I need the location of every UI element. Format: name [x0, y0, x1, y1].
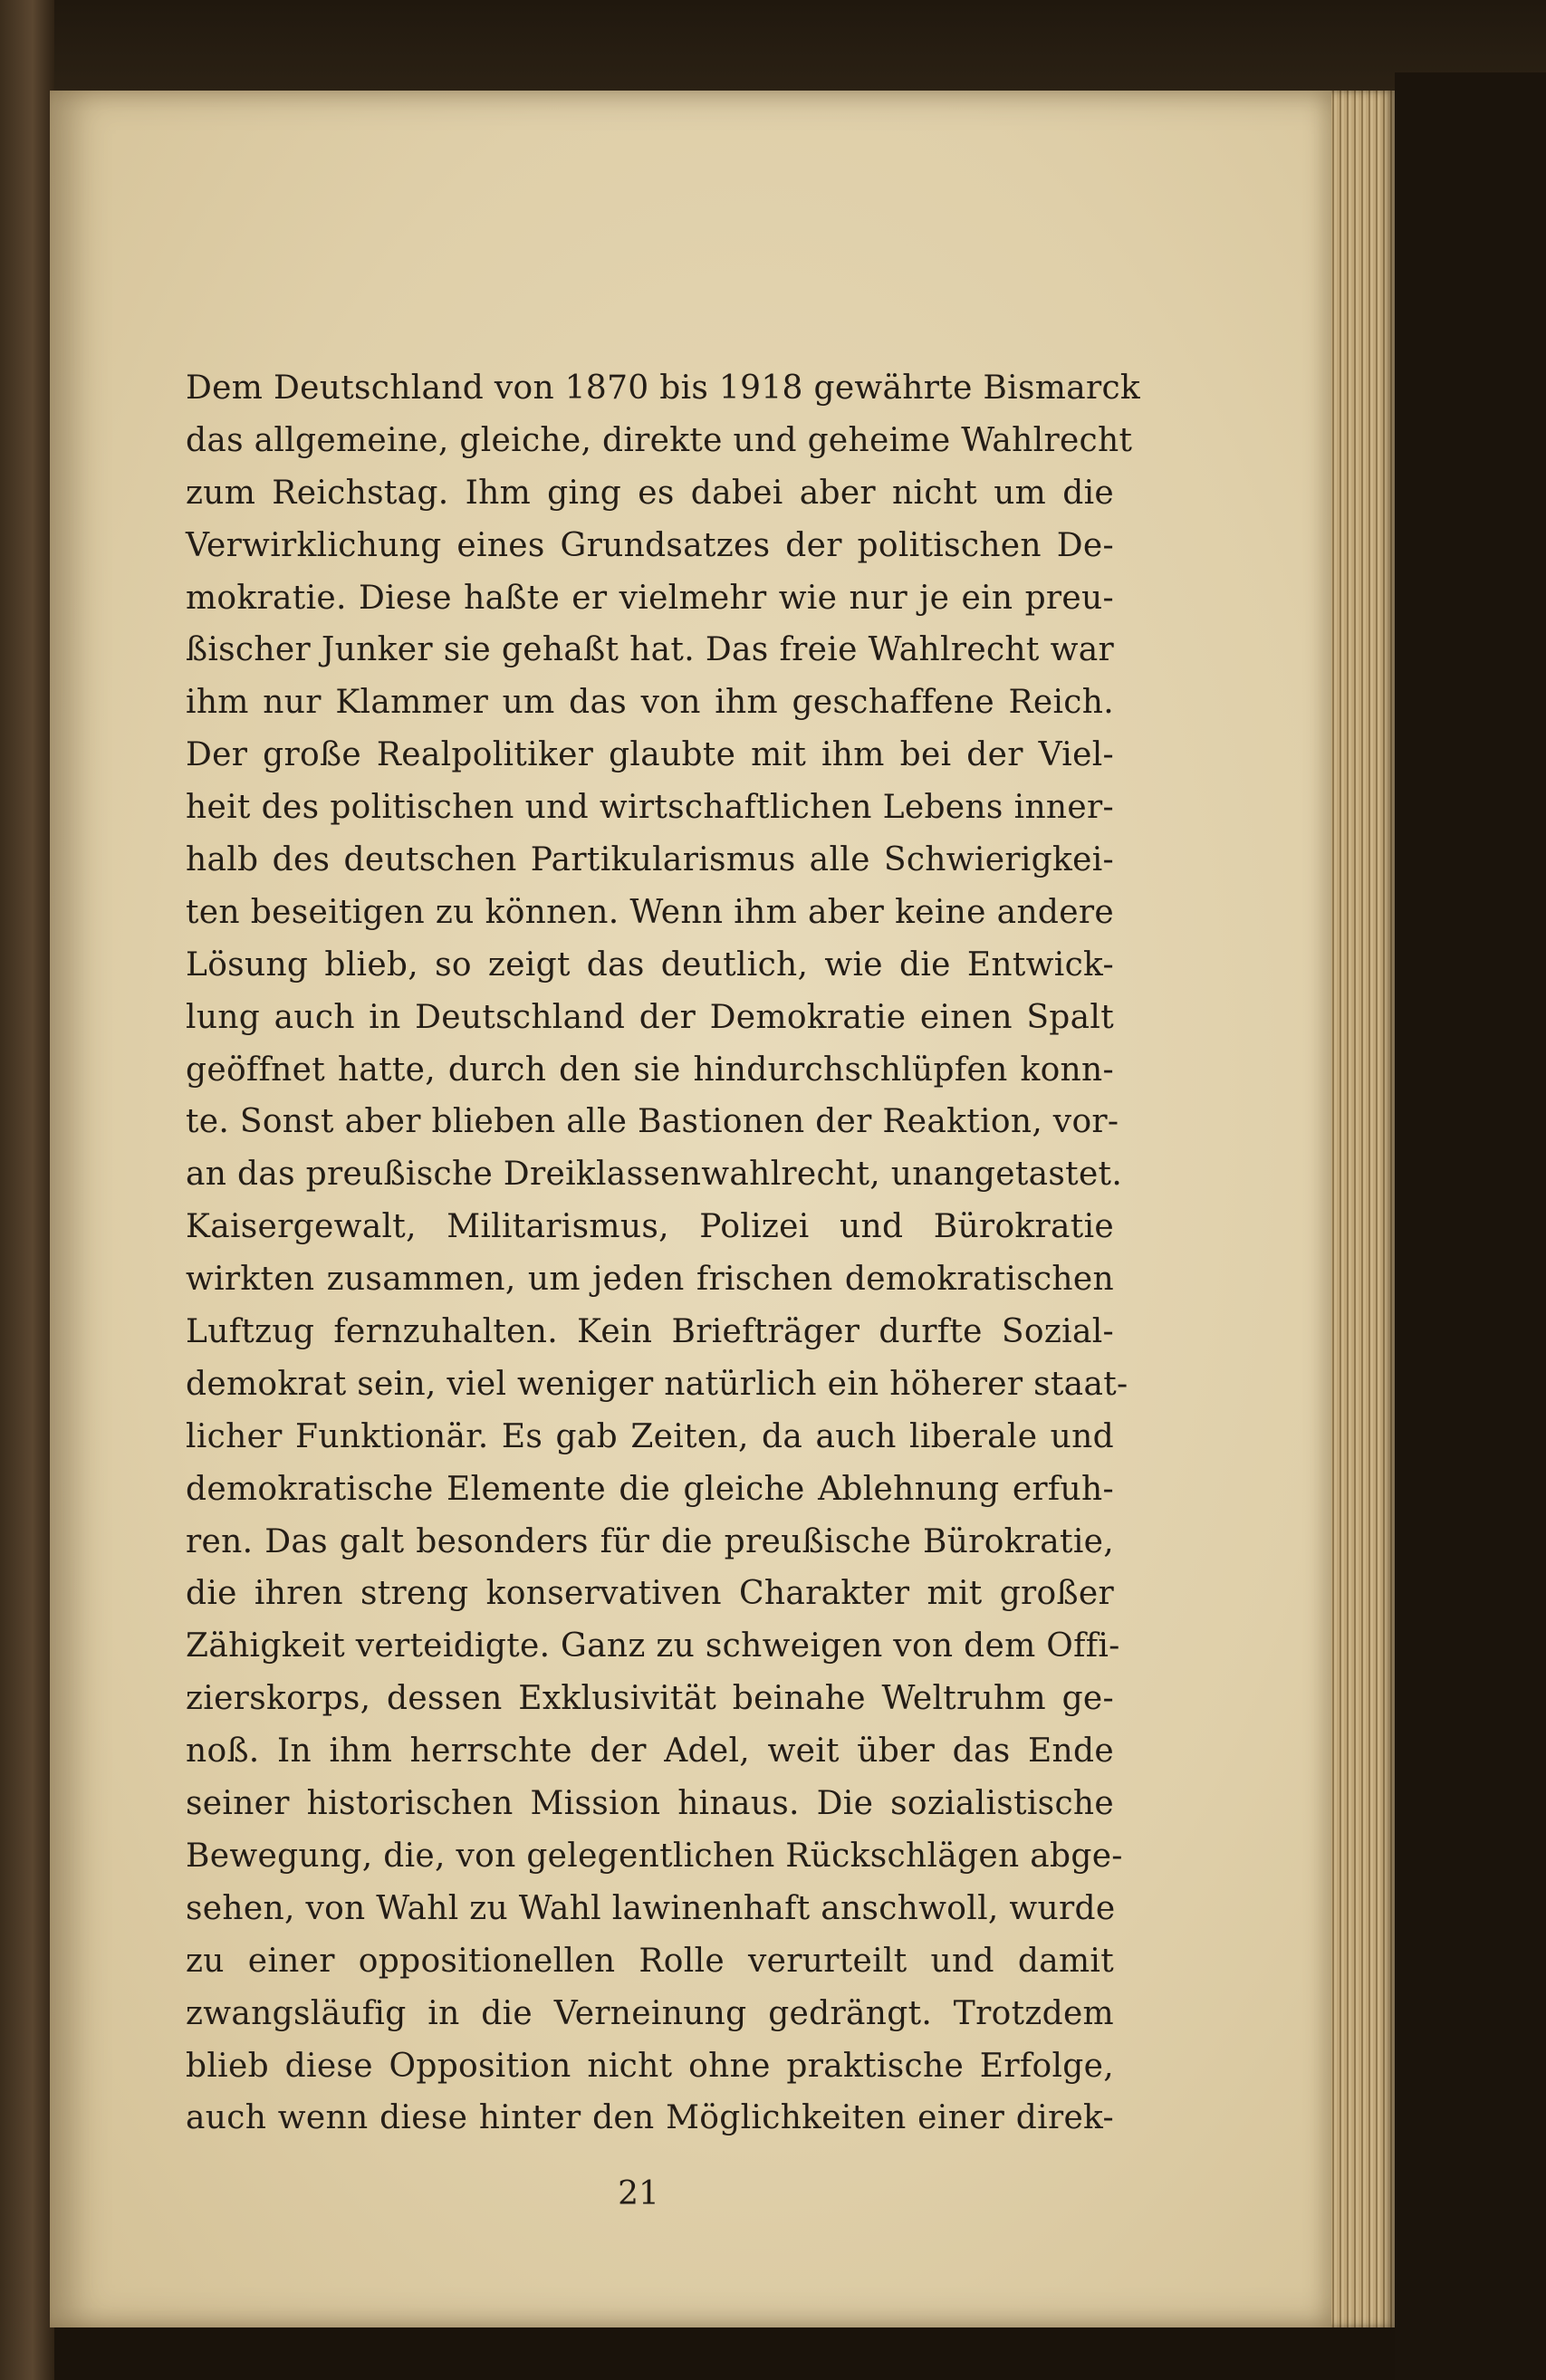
text-line: demokrat sein, viel weniger natürlich ein höherer staat- — [186, 1365, 1128, 1403]
text-line: ren. Das galt besonders für die preußische Bürokratie, — [186, 1522, 1114, 1560]
text-line: mokratie. Diese haßte er vielmehr wie nur je ein preu- — [186, 579, 1114, 617]
book-spine-left — [0, 0, 54, 2380]
text-line: lung auch in Deutschland der Demokratie einen Spalt — [186, 998, 1114, 1036]
text-line: Zähigkeit verteidigte. Ganz zu schweigen von dem Offi- — [186, 1627, 1120, 1665]
text-line: Dem Deutschland von 1870 bis 1918 gewährte Bismarck — [186, 369, 1141, 407]
text-line: ten beseitigen zu können. Wenn ihm aber keine andere — [186, 893, 1114, 931]
text-line: zu einer oppositionellen Rolle verurteilt und damit — [186, 1942, 1114, 1980]
text-line: Bewegung, die, von gelegentlichen Rückschlägen abge- — [186, 1837, 1123, 1875]
text-line: Der große Realpolitiker glaubte mit ihm bei der Viel- — [186, 736, 1114, 774]
book-page — [50, 91, 1331, 2327]
text-line: zum Reichstag. Ihm ging es dabei aber nicht um die — [186, 474, 1114, 512]
text-line: blieb diese Opposition nicht ohne praktische Erfolge, — [186, 2047, 1114, 2085]
text-line: Verwirklichung eines Grundsatzes der politischen De- — [186, 526, 1114, 564]
text-line: te. Sonst aber blieben alle Bastionen der Reaktion, vor- — [186, 1103, 1119, 1141]
text-line: wirkten zusammen, um jeden frischen demokratischen — [186, 1261, 1114, 1299]
text-line: licher Funktionär. Es gab Zeiten, da auch liberale und — [186, 1417, 1114, 1455]
text-line: auch wenn diese hinter den Möglichkeiten einer direk- — [186, 2099, 1114, 2137]
text-line: seiner historischen Mission hinaus. Die sozialistische — [186, 1785, 1114, 1823]
page-number: 21 — [618, 2175, 659, 2212]
text-line: heit des politischen und wirtschaftlichen Lebens inner- — [186, 789, 1114, 827]
page-stack-edge — [1322, 91, 1395, 2327]
text-line: Lösung blieb, so zeigt das deutlich, wie die Entwick- — [186, 945, 1114, 984]
book-cover-right — [1395, 72, 1546, 2380]
text-line: zierskorps, dessen Exklusivität beinahe Weltruhm ge- — [186, 1680, 1114, 1718]
text-line: ßischer Junker sie gehaßt hat. Das freie Wahlrecht war — [186, 631, 1114, 669]
text-line: die ihren streng konservativen Charakter mit großer — [186, 1575, 1114, 1613]
body-text — [186, 362, 1141, 2145]
text-line: geöffnet hatte, durch den sie hindurchschlüpfen konn- — [186, 1051, 1114, 1089]
text-line: demokratische Elemente die gleiche Ablehnung erfuh- — [186, 1470, 1114, 1508]
text-line: Luftzug fernzuhalten. Kein Briefträger durfte Sozial- — [186, 1313, 1114, 1351]
text-line: sehen, von Wahl zu Wahl lawinenhaft anschwoll, wurde — [186, 1889, 1116, 1927]
text-line: ihm nur Klammer um das von ihm geschaffene Reich. — [186, 684, 1114, 722]
text-line: zwangsläufig in die Verneinung gedrängt. Trotzdem — [186, 1994, 1114, 2032]
text-line: das allgemeine, gleiche, direkte und geheime Wahlrecht — [186, 421, 1133, 459]
text-line: an das preußische Dreiklassenwahlrecht, unangetastet. — [186, 1156, 1123, 1194]
text-line: halb des deutschen Partikularismus alle Schwierigkei- — [186, 841, 1114, 879]
book-cover-top — [0, 0, 1546, 91]
text-line: noß. In ihm herrschte der Adel, weit über das Ende — [186, 1732, 1114, 1771]
text-line: Kaisergewalt, Militarismus, Polizei und Bürokratie — [186, 1208, 1114, 1246]
